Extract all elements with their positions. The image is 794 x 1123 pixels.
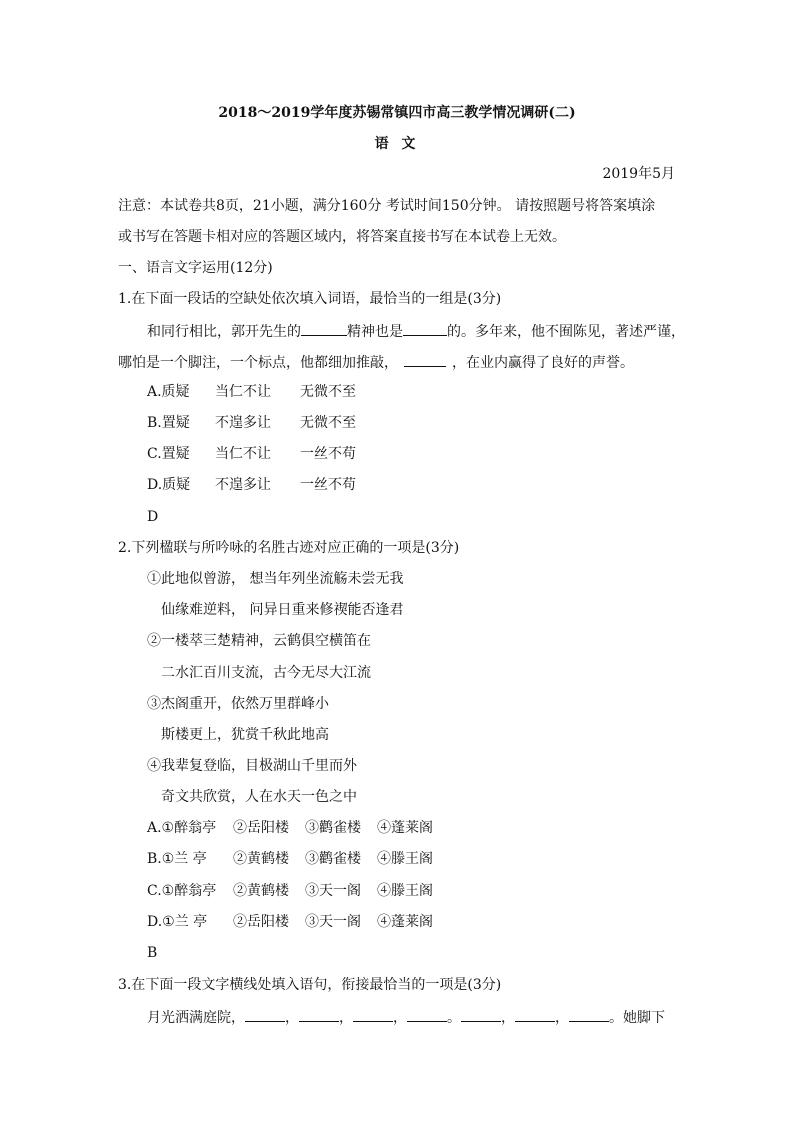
q1-passage-line-1 <box>147 320 717 342</box>
q3-blank-3 <box>353 1006 393 1022</box>
q2-couplet-4-first: ④我辈复登临，目极湖山千里而外 <box>147 758 357 774</box>
q1-blank-3 <box>404 351 446 367</box>
q1-option-a: A.质疑 当仁不让 无微不至 <box>147 384 356 400</box>
q3-passage-line-1: 月光洒满庭院， ， ， ， 。 ， ， 。她脚下 <box>147 1006 717 1028</box>
q1-text-a: 和同行相比，郭开先生的 <box>147 324 301 340</box>
subject-title: 语 文 <box>374 136 420 152</box>
q1-option-b: B.置疑 不遑多让 无微不至 <box>147 415 356 431</box>
q1-blank-1 <box>301 320 347 336</box>
q2-couplet-1-first: ①此地似曾游， 想当年列坐流觞未尝无我 <box>147 571 404 587</box>
q1-answer: D <box>147 509 159 525</box>
q3-blank-2 <box>299 1006 339 1022</box>
q3-blank-4 <box>407 1006 447 1022</box>
q2-couplet-1-second: 仙缘难逆料， 问异日重来修禊能否逢君 <box>161 602 404 618</box>
q1-text-c: 的。多年来，他不囿陈见，著述严谨， <box>447 324 685 340</box>
q1-stem: 1.在下面一段话的空缺处依次填入词语，最恰当的一组是(3分) <box>118 291 502 307</box>
notice-line-1: 注意：本试卷共8页，21小题，满分160分 考试时间150分钟。 请按照题号将答案填涂 <box>118 198 656 214</box>
q1-passage-line-2 <box>118 351 688 373</box>
q3-blank-6 <box>515 1006 555 1022</box>
q1-blank-2 <box>403 320 447 336</box>
q2-couplet-2-second: 二水汇百川支流，古今无尽大江流 <box>161 665 371 681</box>
notice-line-2: 或书写在答题卡相对应的答题区域内，将答案直接书写在本试卷上无效。 <box>118 229 566 245</box>
q1-text-d: 哪怕是一个脚注，一个标点，他都细加推敲， <box>118 355 398 371</box>
q2-answer: B <box>147 945 158 961</box>
q3-blank-7 <box>569 1006 609 1022</box>
q2-option-a: A.①醉翁亭 ②岳阳楼 ③鹳雀楼 ④蓬莱阁 <box>147 820 433 836</box>
q2-option-b: B.①兰 亭 ②黄鹤楼 ③鹳雀楼 ④滕王阁 <box>147 851 433 867</box>
exam-date: 2019年5月 <box>602 166 675 182</box>
q2-option-d: D.①兰 亭 ②岳阳楼 ③天一阁 ④蓬莱阁 <box>147 914 433 930</box>
q1-option-c: C.置疑 当仁不让 一丝不苟 <box>147 446 356 462</box>
q2-stem: 2.下列楹联与所吟咏的名胜古迹对应正确的一项是(3分) <box>118 540 460 556</box>
q3-blank-1 <box>245 1006 285 1022</box>
q3-stem: 3.在下面一段文字横线处填入语句，衔接最恰当的一项是(3分) <box>118 977 502 993</box>
q1-option-d: D.质疑 不遑多让 一丝不苟 <box>147 477 356 493</box>
exam-title: 2018～2019学年度苏锡常镇四市高三教学情况调研(二) <box>218 105 576 121</box>
q1-text-b: 精神也是 <box>347 324 403 340</box>
q2-couplet-2-first: ②一楼萃三楚精神，云鹤俱空横笛在 <box>147 633 371 649</box>
q2-option-c: C.①醉翁亭 ②黄鹤楼 ③天一阁 ④滕王阁 <box>147 883 433 899</box>
q3-blank-5 <box>461 1006 501 1022</box>
q1-text-e: ，在业内赢得了良好的声誉。 <box>452 355 634 371</box>
section-heading: 一、语言文字运用(12分) <box>118 260 273 276</box>
q2-couplet-3-first: ③杰阁重开，依然万里群峰小 <box>147 696 329 712</box>
q2-couplet-3-second: 斯楼更上，犹赏千秋此地高 <box>161 727 329 743</box>
q2-couplet-4-second: 奇文共欣赏，人在水天一色之中 <box>161 789 357 805</box>
